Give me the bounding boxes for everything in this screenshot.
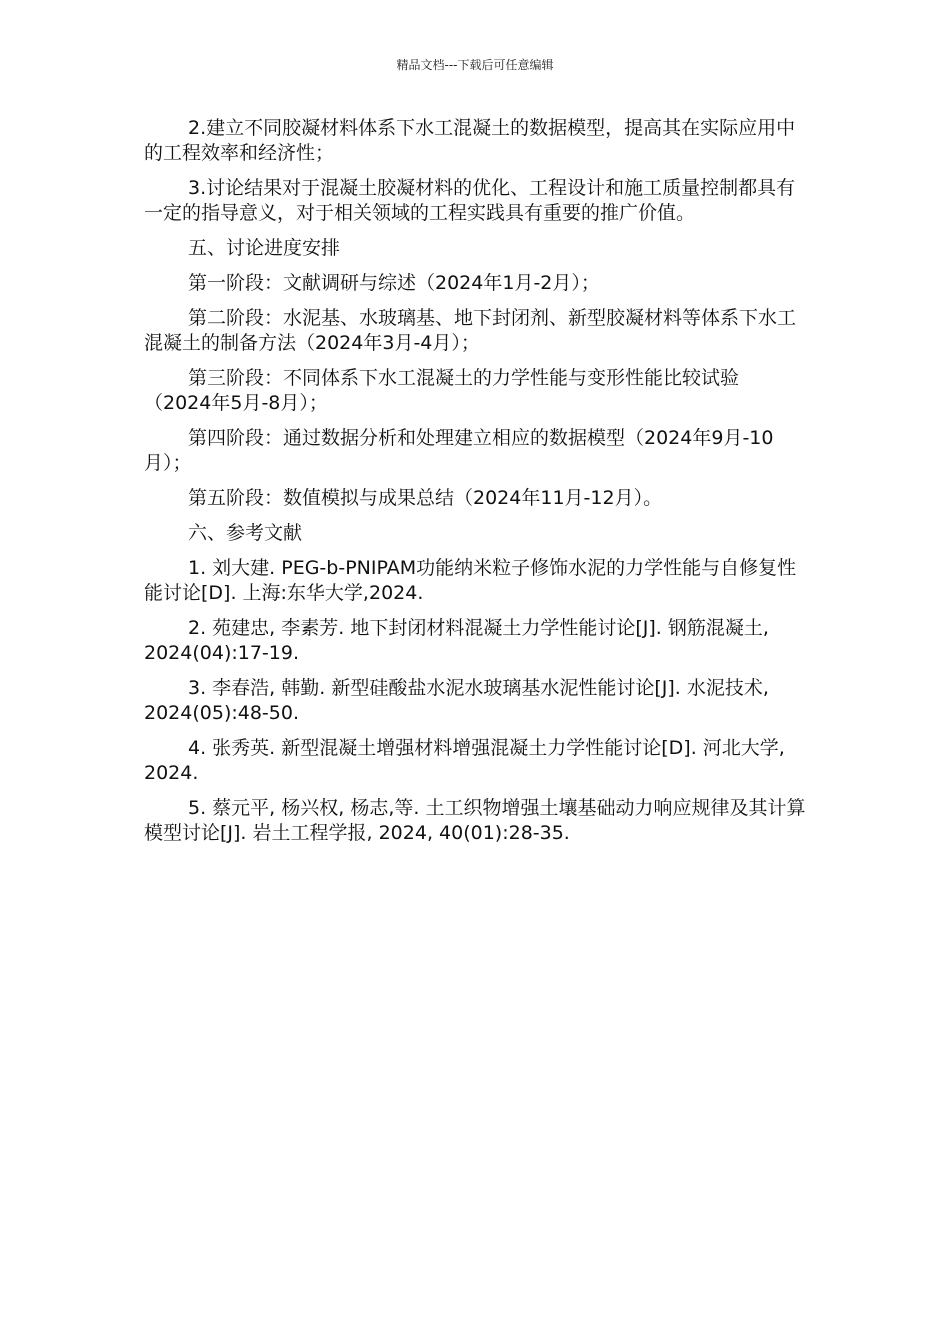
page-header: 精品文档---下载后可任意编辑 (396, 58, 554, 72)
schedule-stage-1: 第一阶段：文献调研与综述（2024年1月-2月）； (188, 272, 600, 294)
schedule-stage-2: 第二阶段：水泥基、水玻璃基、地下封闭剂、新型胶凝材料等体系下水工混凝土的制备方法（2024年3月-4月）； (144, 307, 797, 354)
schedule-stage-4: 第四阶段：通过数据分析和处理建立相应的数据模型（2024年9月-10月）； (144, 427, 774, 474)
schedule-stage-5: 第五阶段：数值模拟与成果总结（2024年11月-12月）。 (188, 487, 663, 509)
section-heading-schedule: 五、讨论进度安排 (188, 237, 341, 259)
reference-3: 3. 李春浩, 韩勤. 新型硅酸盐水泥水玻璃基水泥性能讨论[J]. 水泥技术, 2024(05):48-50. (144, 677, 769, 724)
reference-5: 5. 蔡元平, 杨兴权, 杨志,等. 土工织物增强土壤基础动力响应规律及其计算模型讨论[J]. 岩土工程学报, 2024, 40(01):28-35. (144, 797, 806, 844)
reference-4: 4. 张秀英. 新型混凝土增强材料增强混凝土力学性能讨论[D]. 河北大学, 2024. (144, 737, 785, 784)
objective-3: 3.讨论结果对于混凝土胶凝材料的优化、工程设计和施工质量控制都具有一定的指导意义，对于相关领域的工程实践具有重要的推广价值。 (144, 177, 796, 224)
document-body (144, 116, 806, 856)
schedule-stage-3: 第三阶段：不同体系下水工混凝土的力学性能与变形性能比较试验（2024年5月-8月）； (144, 367, 740, 414)
objective-2: 2.建立不同胶凝材料体系下水工混凝土的数据模型，提高其在实际应用中的工程效率和经济性； (144, 117, 796, 164)
reference-2: 2. 苑建忠, 李素芳. 地下封闭材料混凝土力学性能讨论[J]. 钢筋混凝土, 2024(04):17-19. (144, 617, 769, 664)
reference-1: 1. 刘大建. PEG-b-PNIPAM功能纳米粒子修饰水泥的力学性能与自修复性能讨论[D]. 上海:东华大学,2024. (144, 557, 797, 604)
section-heading-references: 六、参考文献 (188, 522, 303, 544)
